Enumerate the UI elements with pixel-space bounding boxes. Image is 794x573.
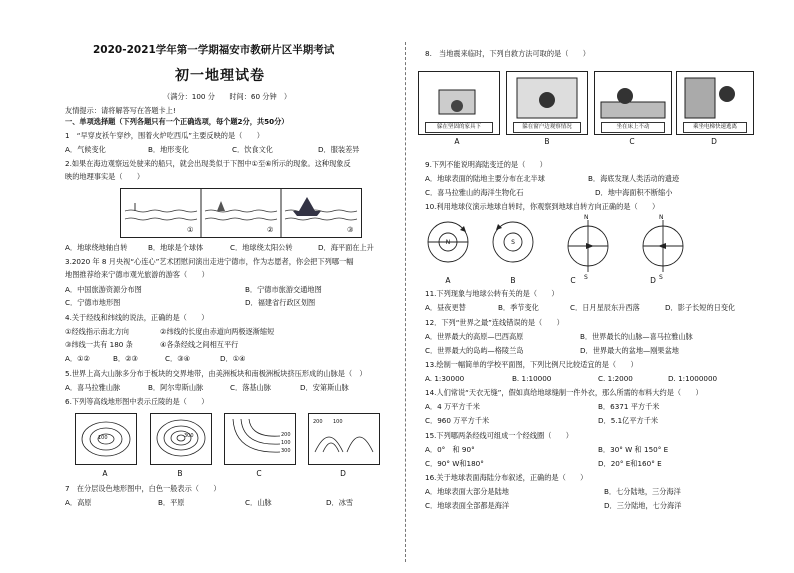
ship-horizon-drawing	[121, 189, 361, 237]
q4-statement-2: ②纬线的长度由赤道向两极逐渐缩短	[160, 327, 275, 336]
q4-option-d: D．①④	[220, 354, 246, 363]
q9-option-d: D．地中海面积不断缩小	[595, 188, 673, 197]
contour-c-label-2: 100	[281, 440, 291, 446]
q1-option-a: A．气候变化	[65, 145, 106, 154]
q8-label-c: C	[629, 137, 635, 146]
tip: 友情提示：请将解答写在答题卡上!	[65, 106, 176, 115]
q8-label-d: D	[711, 137, 717, 146]
q4-statement-1: ①经线指示南北方向	[65, 327, 129, 336]
contour-a-label: 100	[98, 435, 108, 441]
globe-b-center: S	[511, 239, 515, 246]
earthquake-figure-d	[676, 71, 754, 135]
figure-d-caption: 乘坐电梯快速逃离	[683, 122, 747, 133]
q14-option-a: A．4 万平方千米	[425, 402, 480, 411]
figure-c-caption: 坐在床上不动	[601, 122, 665, 133]
q1-option-b: B．地形变化	[148, 145, 189, 154]
exam-meta: （满分：100 分 时间：60 分钟 ）	[163, 92, 292, 101]
q4-option-c: C．③④	[165, 354, 191, 363]
q9-option-b: B．海底发现人类活动的遗迹	[588, 174, 680, 183]
contour-b-label: 300	[184, 433, 194, 439]
q5-option-d: D．安第斯山脉	[300, 383, 349, 392]
question-10: 10.利用地球仪演示地球自转时，你观察到地球自转方向正确的是（ ）	[425, 202, 660, 211]
contour-map-b	[150, 413, 212, 465]
q7-option-d: D．冰雪	[326, 498, 354, 507]
q3-option-c: C．宁德市地形图	[65, 298, 121, 307]
ship-horizon-figure	[120, 188, 362, 238]
globe-c-north: N	[584, 214, 589, 221]
question-6: 6.下列等高线地形图中表示丘陵的是（ ）	[65, 397, 209, 406]
q10-label-d: D	[650, 276, 656, 285]
q4-option-b: B．②③	[113, 354, 139, 363]
question-5: 5.世界上高大山脉多分布于板块的交界地带，由美洲板块和南极洲板块挤压形成的山脉是（ ）	[65, 369, 367, 378]
q2-option-a: A．地球绕地轴自转	[65, 243, 128, 252]
q15-option-a: A．0° 和 90°	[425, 445, 475, 454]
question-4: 4.关于经线和纬线的说法，正确的是（ ）	[65, 313, 209, 322]
q10-label-c: C	[570, 276, 576, 285]
q3-option-b: B．宁德市旅游交通地图	[245, 285, 322, 294]
question-2-cont: 映的地理事实是（ ）	[65, 172, 145, 181]
contour-c-label-1: 200	[281, 432, 291, 438]
q3-option-d: D．福建省行政区划图	[245, 298, 316, 307]
q7-option-c: C．山脉	[245, 498, 272, 507]
question-1: 1 “早穿皮袄午穿纱，围着火炉吃西瓜”主要反映的是（ ）	[65, 131, 264, 140]
q13-option-a: A. 1:30000	[425, 374, 465, 383]
figure-a-caption: 躲在坚固的家具下	[425, 122, 493, 133]
question-2: 2.如果在海边观察远处驶来的船只，就会出现类似于下图中①至⑥所示的现象。这种现象反	[65, 159, 351, 168]
q7-option-a: A．高原	[65, 498, 92, 507]
contour-option-b: B	[177, 469, 183, 478]
q3-option-a: A．中国旅游资源分布图	[65, 285, 142, 294]
q4-statement-3: ③纬线一共有 180 条	[65, 340, 133, 349]
contour-d-label-1: 200	[313, 419, 323, 425]
q11-option-a: A．昼夜更替	[425, 303, 466, 312]
q1-option-c: C．饮食文化	[232, 145, 273, 154]
q13-option-d: D. 1:1000000	[668, 374, 718, 383]
earthquake-figure-c	[594, 71, 672, 135]
question-16: 16.关于地球表面海陆分布叙述，正确的是（ ）	[425, 473, 588, 482]
q2-option-c: C．地球绕太阳公转	[230, 243, 293, 252]
contour-d-label-2: 100	[333, 419, 343, 425]
globe-a-center: N	[445, 239, 451, 246]
question-13: 13.绘制一幅简单的学校平面图，下列比例尺比较适宜的是（ ）	[425, 360, 638, 369]
q9-option-c: C．喜马拉雅山的海洋生物化石	[425, 188, 524, 197]
figure-b-caption: 躲在窗户边观察情况	[513, 122, 581, 133]
question-14: 14.人们常说“天衣无缝”，假如真给地球缝制一件外衣，那么所需的布料大约是（ ）	[425, 388, 703, 397]
section-heading: 一、单项选择题（下列各题只有一个正确选项，每个题2分，共50分）	[65, 117, 289, 126]
question-8: 8. 当地震来临时，下列自救方法可取的是（ ）	[425, 49, 590, 58]
q11-option-d: D．影子长短的日变化	[665, 303, 736, 312]
q12-option-b: B．世界最长的山脉—喜马拉雅山脉	[580, 332, 693, 341]
q16-option-c: C．地球表面全部都是海洋	[425, 501, 510, 510]
column-divider	[405, 42, 406, 562]
q10-label-b: B	[510, 276, 516, 285]
q5-option-c: C．落基山脉	[230, 383, 271, 392]
q16-option-a: A．地球表面大部分是陆地	[425, 487, 509, 496]
question-3: 3.2020 年 8 月央视“心连心”艺术团慰问演出走进宁德市，作为志愿者，你会把下列哪一幅	[65, 257, 354, 266]
question-3-cont: 地图推荐给来宁德市观光旅游的游客（ ）	[65, 270, 209, 279]
contour-b-drawing	[151, 414, 211, 464]
contour-map-d	[308, 413, 380, 465]
globe-d-north: N	[659, 214, 664, 221]
earthquake-figure-b	[506, 71, 588, 135]
q2-option-d: D．海平面在上升	[318, 243, 374, 252]
q12-option-a: A．世界最大的高原—巴西高原	[425, 332, 524, 341]
question-15: 15.下列哪两条经线可组成一个经线圈（ ）	[425, 431, 573, 440]
q16-option-d: D．三分陆地，七分海洋	[604, 501, 682, 510]
figure-label-3: ③	[347, 225, 354, 234]
q10-label-a: A	[445, 276, 451, 285]
q12-option-c: C．世界最大的岛屿—格陵兰岛	[425, 346, 524, 355]
q1-option-d: D．服装差异	[318, 145, 360, 154]
question-9: 9.下列不能说明海陆变迁的是（ ）	[425, 160, 547, 169]
q14-option-c: C．960 万平方千米	[425, 416, 490, 425]
earthquake-figure-a	[418, 71, 500, 135]
contour-map-a	[75, 413, 137, 465]
question-11: 11.下列现象与地球公转有关的是（ ）	[425, 289, 559, 298]
q16-option-b: B．七分陆地，三分海洋	[604, 487, 681, 496]
contour-c-label-3: 300	[281, 448, 291, 454]
q11-option-c: C．日月星辰东升西落	[570, 303, 640, 312]
q8-label-b: B	[544, 137, 550, 146]
contour-option-c: C	[256, 469, 262, 478]
q15-option-b: B．30° W 和 150° E	[598, 445, 669, 454]
q5-option-b: B．阿尔卑斯山脉	[148, 383, 204, 392]
q4-option-a: A．①②	[65, 354, 90, 363]
q5-option-a: A．喜马拉雅山脉	[65, 383, 121, 392]
q11-option-b: B．季节变化	[498, 303, 539, 312]
question-12: 12．下列“世界之最”连线错误的是（ ）	[425, 318, 564, 327]
q13-option-c: C. 1:2000	[598, 374, 633, 383]
q14-option-b: B．6371 平方千米	[598, 402, 660, 411]
contour-option-a: A	[102, 469, 108, 478]
q14-option-d: D．5.1亿平方千米	[598, 416, 659, 425]
contour-option-d: D	[340, 469, 346, 478]
contour-map-c	[224, 413, 296, 465]
q4-statement-4: ④各条经线之间相互平行	[160, 340, 239, 349]
figure-label-1: ①	[187, 225, 194, 234]
q7-option-b: B．平原	[158, 498, 185, 507]
question-7: 7 在分层设色地形图中，白色一般表示（ ）	[65, 484, 221, 493]
exam-title: 2020-2021学年第一学期福安市教研片区半期考试	[93, 44, 335, 56]
subject-title: 初一地理试卷	[175, 68, 265, 84]
q8-label-a: A	[454, 137, 460, 146]
q12-option-d: D．世界最大的盆地—刚果盆地	[580, 346, 679, 355]
globe-d-south: S	[659, 274, 663, 281]
q13-option-b: B. 1:10000	[512, 374, 552, 383]
q9-option-a: A．地球表面的陆地主要分布在北半球	[425, 174, 545, 183]
contour-c-drawing	[225, 414, 295, 464]
figure-label-2: ②	[267, 225, 274, 234]
globe-c-south: S	[584, 274, 588, 281]
q2-option-b: B．地球是个球体	[148, 243, 204, 252]
q15-option-d: D．20° E和160° E	[598, 459, 662, 468]
q15-option-c: C．90° W和180°	[425, 459, 484, 468]
